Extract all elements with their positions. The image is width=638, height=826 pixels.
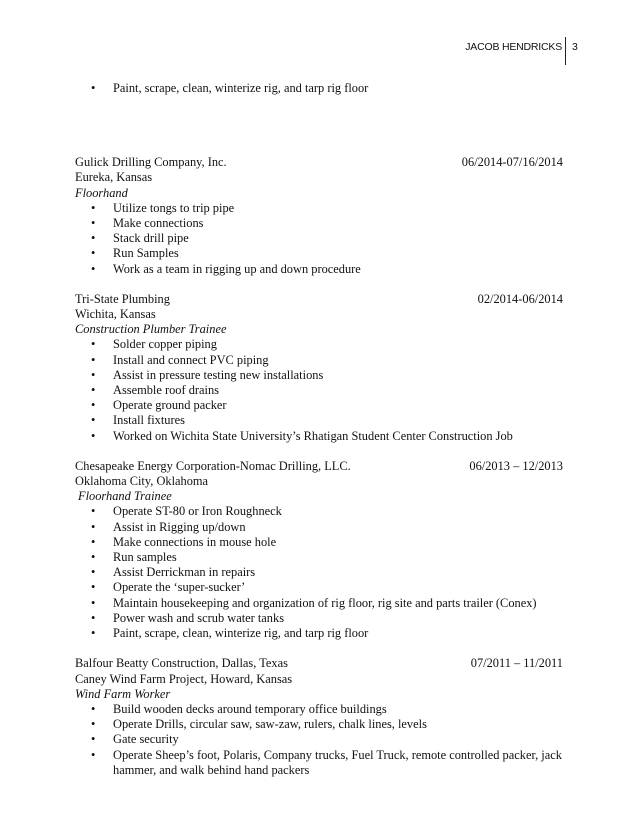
bullet-icon: • <box>91 337 96 352</box>
job-role: Floorhand Trainee <box>78 489 172 504</box>
bullet-icon: • <box>91 428 96 443</box>
list-item: • Worked on Wichita State University’s Rhatigan Student Center Construction Job <box>91 428 513 443</box>
list-item: • Run samples <box>91 550 177 565</box>
bullet-icon: • <box>91 246 96 261</box>
bullet-icon: • <box>91 200 96 215</box>
company-name: Gulick Drilling Company, Inc. <box>75 155 227 170</box>
job-dates: 06/2013 – 12/2013 <box>469 458 563 473</box>
intro-bullet-list <box>75 81 575 96</box>
list-item: • Build wooden decks around temporary office buildings <box>91 701 387 716</box>
list-item: • Utilize tongs to trip pipe <box>91 200 235 215</box>
bullet-icon: • <box>91 519 96 534</box>
list-item: • Assemble roof drains <box>91 383 219 398</box>
bullet-icon: • <box>91 216 96 231</box>
job-entry <box>75 459 575 641</box>
list-item: • Paint, scrape, clean, winterize rig, and tarp rig floor <box>91 81 369 95</box>
job-location: Eureka, Kansas <box>75 170 153 185</box>
job-entry <box>75 656 575 778</box>
job-dates: 06/2014-07/16/2014 <box>461 155 563 170</box>
list-item: • Operate ST-80 or Iron Roughneck <box>91 504 282 519</box>
bullet-icon: • <box>91 610 96 625</box>
bullet-icon: • <box>91 352 96 367</box>
list-item: • Assist in Rigging up/down <box>91 519 246 534</box>
job-entry <box>75 155 575 277</box>
job-role: Wind Farm Worker <box>75 686 171 701</box>
job-role: Floorhand <box>75 185 128 200</box>
bullet-icon: • <box>91 367 96 382</box>
list-item: • Install and connect PVC piping <box>91 352 269 367</box>
bullet-icon: • <box>91 580 96 595</box>
bullet-icon: • <box>91 383 96 398</box>
job-entry <box>75 292 575 444</box>
bullet-icon: • <box>91 626 96 641</box>
list-item: • Assist in pressure testing new installations <box>91 367 324 382</box>
duty-list <box>75 201 575 277</box>
list-item: • Work as a team in rigging up and down procedure <box>91 261 361 276</box>
list-item: • Solder copper piping <box>91 337 217 352</box>
list-item: • Make connections <box>91 216 204 231</box>
duty-list <box>75 702 575 778</box>
job-role: Construction Plumber Trainee <box>75 322 227 337</box>
list-item: • Gate security <box>91 732 179 747</box>
header-divider <box>565 37 566 65</box>
resume-content <box>75 81 575 778</box>
bullet-icon: • <box>91 231 96 246</box>
page-number: 3 <box>572 41 578 53</box>
company-name: Balfour Beatty Construction, Dallas, Texas <box>75 656 288 671</box>
list-item: • Operate ground packer <box>91 398 227 413</box>
list-item: • Power wash and scrub water tanks <box>91 610 285 625</box>
list-item: • Maintain housekeeping and organization of rig floor, rig site and parts trailer (Conex) <box>91 595 537 610</box>
list-item: • Stack drill pipe <box>91 231 189 246</box>
bullet-icon: • <box>91 413 96 428</box>
job-location: Caney Wind Farm Project, Howard, Kansas <box>75 671 293 686</box>
bullet-icon: • <box>91 732 96 747</box>
bullet-icon: • <box>91 81 96 95</box>
duty-list <box>75 504 575 641</box>
bullet-icon: • <box>91 595 96 610</box>
bullet-icon: • <box>91 701 96 716</box>
bullet-icon: • <box>91 261 96 276</box>
list-item: • Operate Drills, circular saw, saw-zaw, rulers, chalk lines, levels <box>91 717 427 732</box>
bullet-icon: • <box>91 565 96 580</box>
list-item: • Operate the ‘super-sucker’ <box>91 580 246 595</box>
bullet-icon: • <box>91 398 96 413</box>
bullet-icon: • <box>91 504 96 519</box>
bullet-icon: • <box>91 550 96 565</box>
list-item: • Make connections in mouse hole <box>91 534 277 549</box>
header-name: JACOB HENDRICKS <box>465 41 562 53</box>
company-name: Chesapeake Energy Corporation-Nomac Drilling, LLC. <box>75 458 351 473</box>
company-name: Tri-State Plumbing <box>75 291 170 306</box>
job-dates: 07/2011 – 11/2011 <box>470 656 563 671</box>
list-item: • Run Samples <box>91 246 179 261</box>
list-item: • Operate Sheep’s foot, Polaris, Company trucks, Fuel Truck, remote controlled packer, jack hammer, and walk behind hand packers <box>91 747 562 777</box>
job-location: Oklahoma City, Oklahoma <box>75 474 209 489</box>
bullet-icon: • <box>91 717 96 732</box>
list-item: • Assist Derrickman in repairs <box>91 565 256 580</box>
list-item: • Install fixtures <box>91 413 185 428</box>
page-header <box>0 37 638 67</box>
list-item: • Paint, scrape, clean, winterize rig, and tarp rig floor <box>91 626 369 641</box>
bullet-icon: • <box>91 534 96 549</box>
bullet-icon: • <box>91 747 96 762</box>
job-dates: 02/2014-06/2014 <box>477 291 563 306</box>
duty-list <box>75 337 575 443</box>
job-location: Wichita, Kansas <box>75 307 156 322</box>
